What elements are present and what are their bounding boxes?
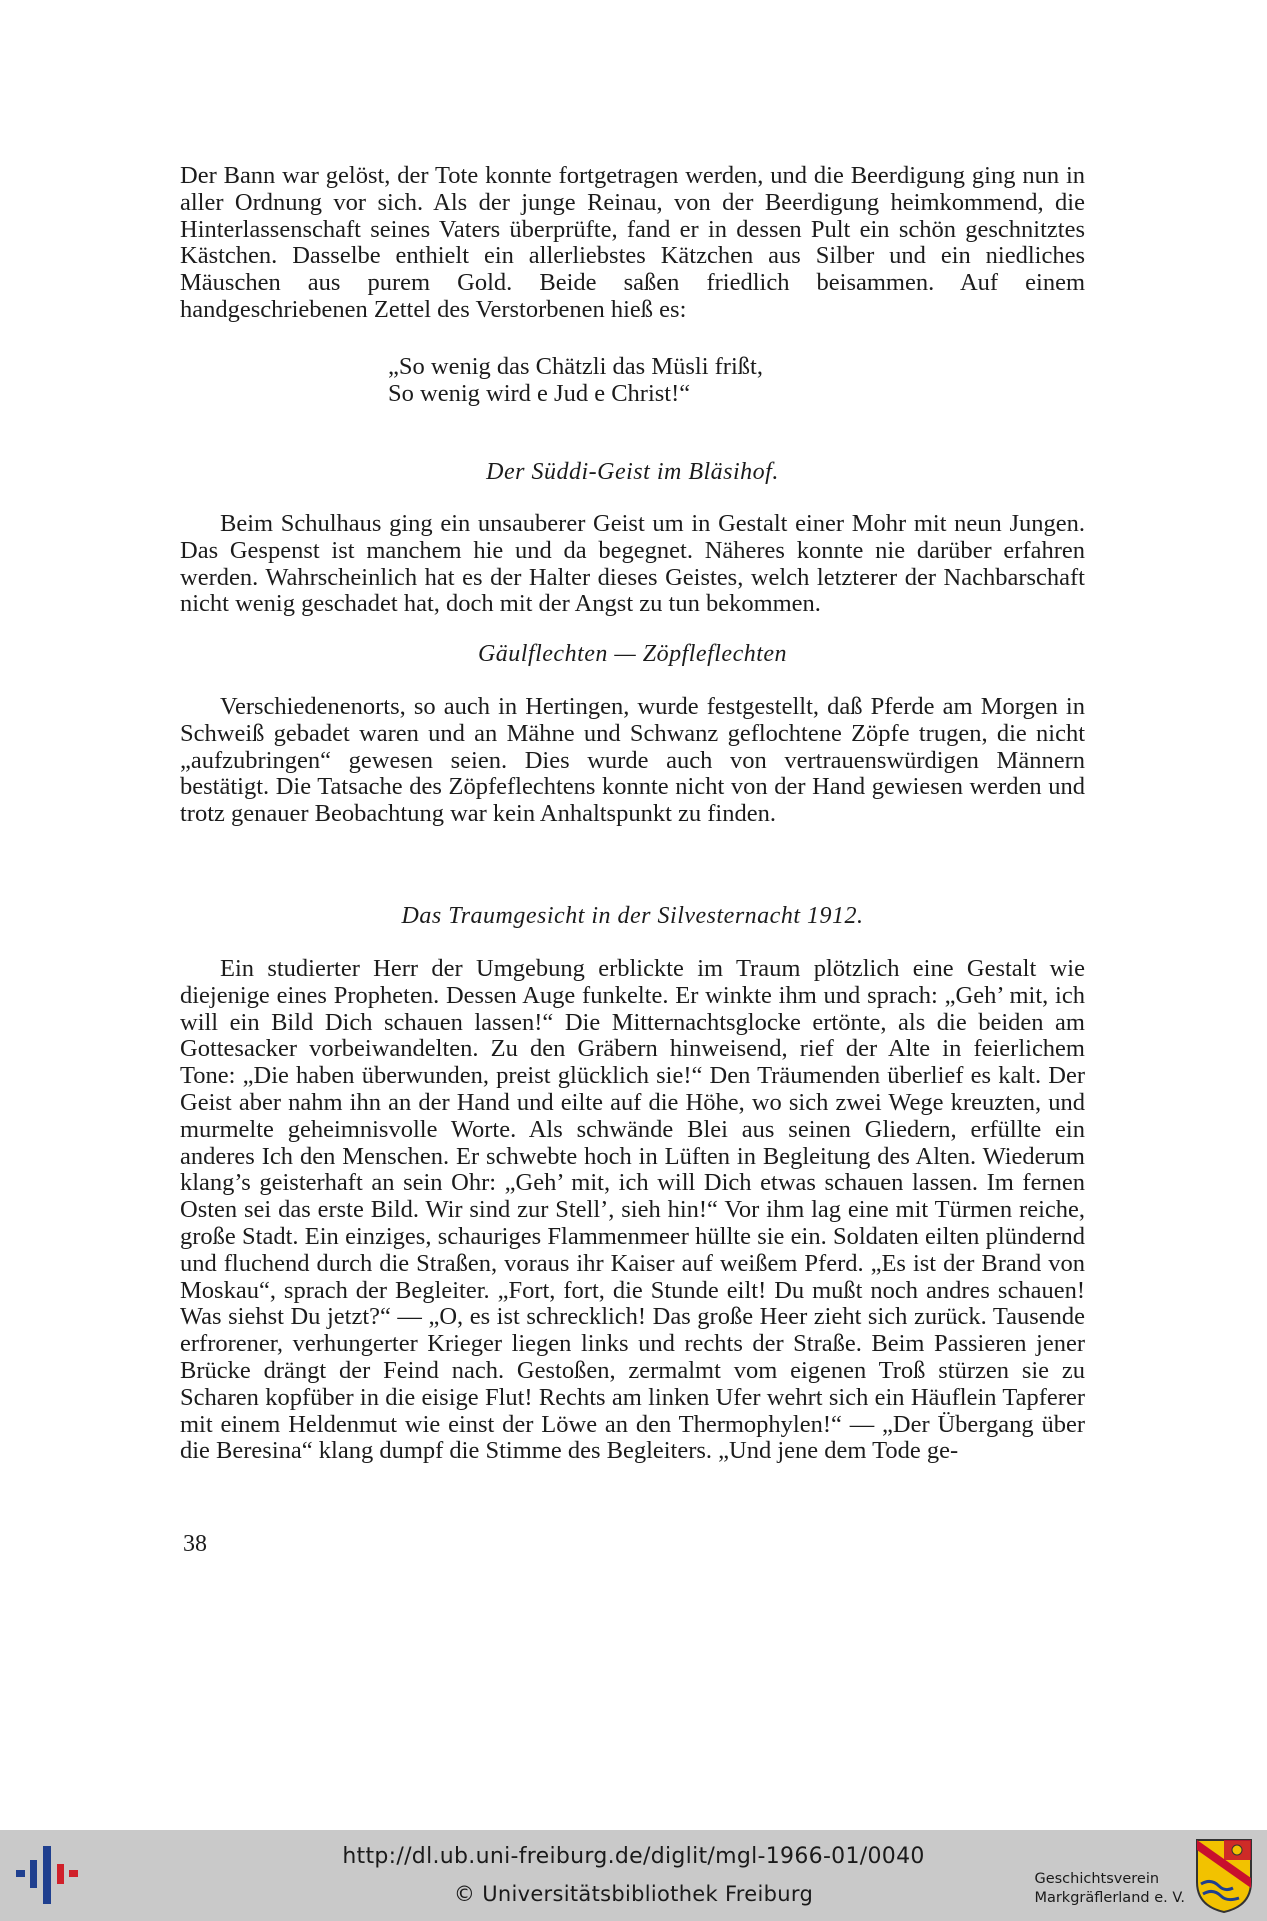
heading-sueddi-geist: Der Süddi-Geist im Bläsihof. [486,459,779,485]
copyright-notice: © Universitätsbibliothek Freiburg [453,1882,814,1906]
paragraph-text: Verschiedenenorts, so auch in Hertingen, wurde festgestellt, daß Pferde am Morgen in Schweiß gebadet waren und an Mähne und Schwanz geflochtene Zöpfe trugen, die nicht „aufzubringen“ gewesen seien. Dies wurde auch von vertrauenswürdigen Männern bestätigt. Die Tatsache des Zöpfeflechtens konnte nicht von der Hand gewiesen werden und trotz genauer Beobachtung war kein Anhaltspunkt zu finden. [180,693,1085,828]
verse [388,353,763,407]
heading-traumgesicht: Das Traumgesicht in der Silvesternacht 1912. [401,903,864,929]
paragraph-text: Der Bann war gelöst, der Tote konnte fortgetragen werden, und die Beerdigung ging nun in aller Ordnung vor sich. Als der junge Reinau, von der Beerdigung heimkommend, die Hinterlassenschaft seines Vaters überprüfte, fand er in dessen Pult ein schön geschnitztes Kästchen. Dasselbe enthielt ein allerliebstes Kätzchen aus Silber und ein niedliches Mäuschen aus purem Gold. Beide saßen friedlich beisammen. Auf einem handgeschriebenen Zettel des Verstorbenen hieß es: [180,162,1085,323]
paragraph-bann [180,163,1085,324]
society-name[interactable] [1034,1870,1185,1908]
society-line-1: Geschichtsverein [1034,1871,1160,1887]
page-number: 38 [183,1531,207,1557]
society-line-2: Markgräflerland e. V. [1034,1890,1185,1906]
verse-line-1: „So wenig das Chätzli das Müsli frißt, [388,353,763,380]
coat-of-arms-icon[interactable] [1195,1838,1253,1914]
permalink-url[interactable]: http://dl.ub.uni-freiburg.de/diglit/mgl-1966-01/0040 [342,1844,925,1869]
paragraph-schulhaus [180,511,1085,618]
paragraph-traumgesicht [180,956,1085,1465]
heading-gaeulflechten: Gäulflechten — Zöpfleflechten [477,641,788,667]
footer-bar [0,1830,1267,1921]
paragraph-text: Beim Schulhaus ging ein unsauberer Geist um in Gestalt einer Mohr mit neun Jungen. Das Gespenst ist manchem hie und da begegnet. Näheres konnte nie darüber erfahren werden. Wahrscheinlich hat es der Halter dieses Geistes, welch letzterer der Nachbarschaft nicht wenig geschadet hat, doch mit der Angst zu tun bekommen. [180,510,1085,618]
paragraph-text: Ein studierter Herr der Umgebung erblickte im Traum plötzlich eine Gestalt wie diejenige eines Propheten. Dessen Auge funkelte. Er winkte ihm und sprach: „Geh’ mit, ich will ein Bild Dich schauen lassen!“ Die Mitternachtsglocke ertönte, als die beiden am Gottesacker vorbeiwandelten. Zu den Gräbern hinweisend, rief der Alte in feierlichem Tone: „Die haben überwunden, preist glücklich sie!“ Den Träumenden überlief es kalt. Der Geist aber nahm ihn an der Hand und eilte auf die Höhe, wo sich zwei Wege kreuzten, und murmelte geheimnisvolle Worte. Als schwände Blei aus seinen Gliedern, erfüllte ein anderes Ich den Menschen. Er schwebte hoch in Lüften in Begleitung des Alten. Wiederum klang’s geisterhaft an sein Ohr: „Geh’ mit, ich will Dich etwas schauen lassen. Im fernen Osten sei das erste Bild. Wir sind zur Stell’, sieh hin!“ Vor ihm lag eine mit Türmen reiche, große Stadt. Ein einziges, schauriges Flammenmeer hüllte sie ein. Soldaten eilten plündernd und fluchend durch die Straßen, voraus ihr Kaiser auf weißem Pferd. „Es ist der Brand von Moskau“, sprach der Begleiter. „Fort, fort, die Stunde eilt! Du mußt noch andres schauen! Was siehst Du jetzt?“ — „O, es ist schrecklich! Das große Heer zieht sich zurück. Tausende erfrorener, verhungerter Krieger liegen links und rechts der Straße. Beim Passieren jener Brücke drängt der Feind nach. Gestoßen, zermalmt vom eigenen Troß stürzen sie zu Scharen kopfüber in die eisige Flut! Rechts am linken Ufer wehrt sich ein Häuflein Tapferer mit einem Heldenmut wie einst der Löwe an den Thermophylen!“ — „Der Übergang über die Beresina“ klang dumpf die Stimme des Begleiters. „Und jene dem Tode ge- [180,955,1085,1465]
verse-line-2: So wenig wird e Jud e Christ!“ [388,380,691,407]
paragraph-zoepfeflechten [180,694,1085,828]
